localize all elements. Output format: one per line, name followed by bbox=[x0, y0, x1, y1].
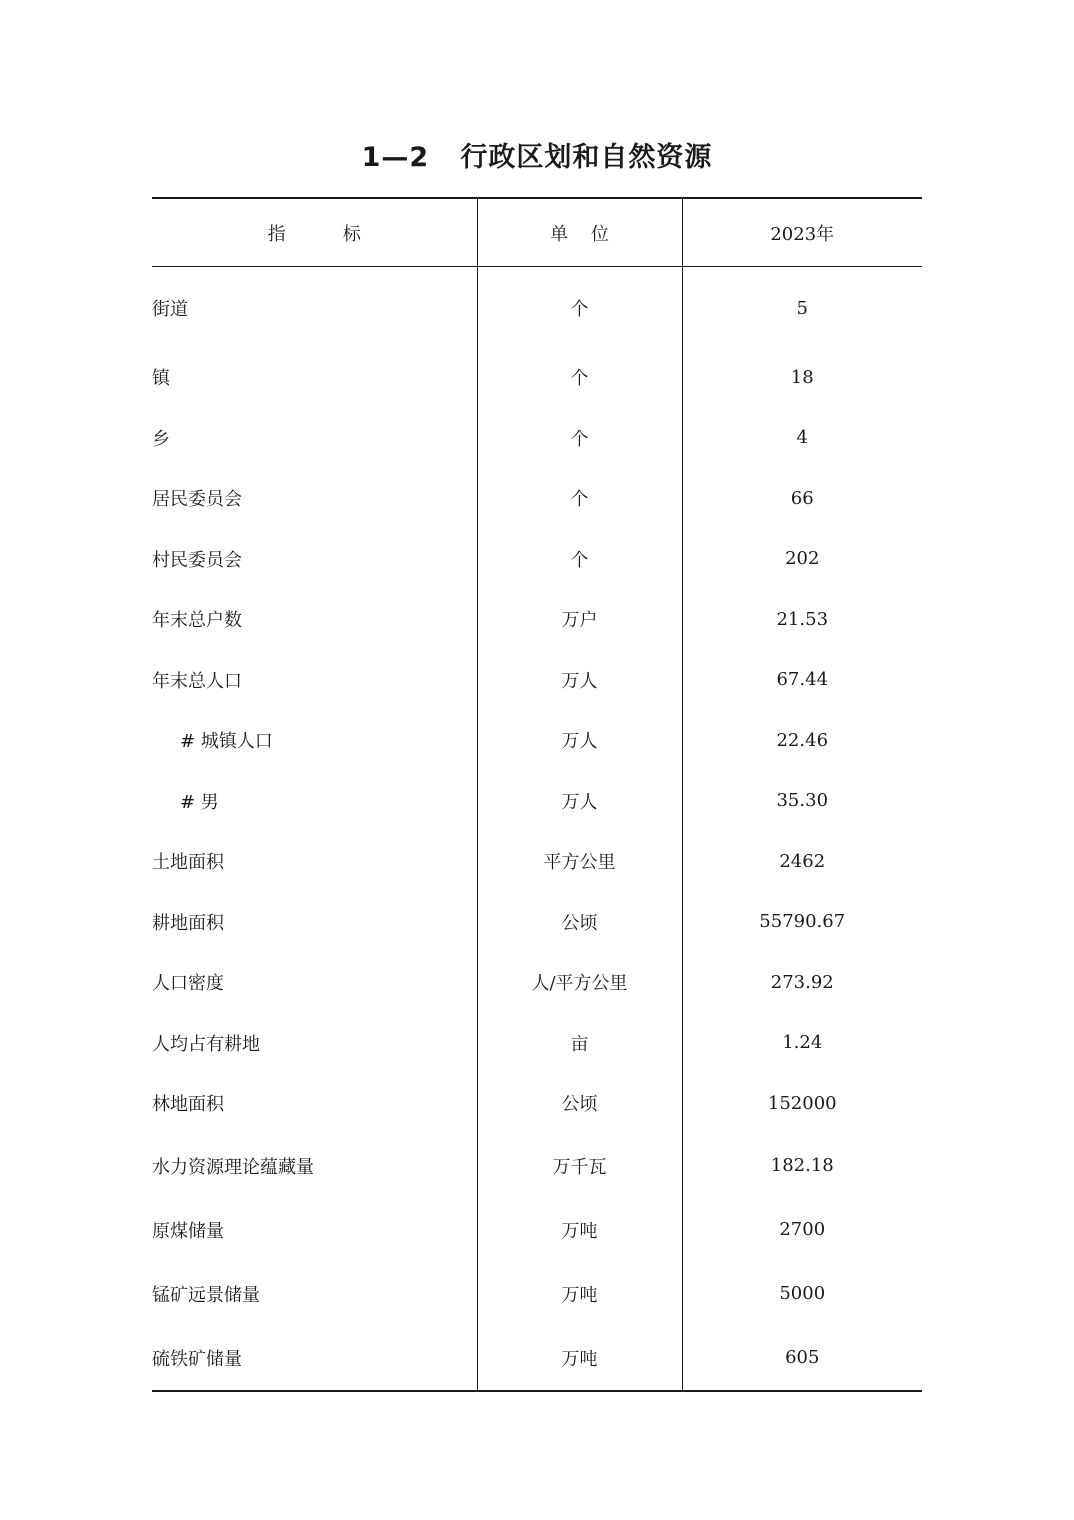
table-row bbox=[152, 892, 922, 953]
row-value: 55790.67 bbox=[682, 892, 922, 953]
row-unit: 万户 bbox=[477, 589, 682, 650]
row-indicator: 镇 bbox=[152, 368, 170, 390]
row-unit: 亩 bbox=[477, 1013, 682, 1074]
row-indicator: 居民委员会 bbox=[152, 489, 242, 511]
row-unit: 个 bbox=[477, 468, 682, 529]
table-row bbox=[152, 1013, 922, 1074]
row-value: 2700 bbox=[682, 1198, 922, 1262]
row-indicator: 水力资源理论蕴藏量 bbox=[152, 1156, 314, 1178]
table-row bbox=[152, 1262, 922, 1326]
row-value: 5 bbox=[682, 267, 922, 348]
row-indicator: 硫铁矿储量 bbox=[152, 1348, 242, 1370]
table-row bbox=[152, 468, 922, 529]
row-value: 35.30 bbox=[682, 771, 922, 832]
row-value: 152000 bbox=[682, 1073, 922, 1134]
table-row bbox=[152, 347, 922, 408]
row-indicator: # 城镇人口 bbox=[180, 731, 273, 753]
row-indicator: 街道 bbox=[152, 299, 188, 320]
row-value: 18 bbox=[682, 347, 922, 408]
row-unit: 万吨 bbox=[477, 1198, 682, 1262]
table-row bbox=[152, 589, 922, 650]
header-unit: 单 位 bbox=[477, 198, 682, 267]
row-value: 2462 bbox=[682, 831, 922, 892]
table-row bbox=[152, 831, 922, 892]
row-value: 1.24 bbox=[682, 1013, 922, 1074]
header-row bbox=[152, 198, 922, 267]
row-indicator: 人均占有耕地 bbox=[152, 1033, 260, 1055]
row-value: 605 bbox=[682, 1326, 922, 1391]
row-indicator: 人口密度 bbox=[152, 973, 224, 995]
table-row bbox=[152, 1134, 922, 1198]
table-row bbox=[152, 267, 922, 348]
row-value: 21.53 bbox=[682, 589, 922, 650]
header-year: 2023年 bbox=[682, 198, 922, 267]
row-indicator: # 男 bbox=[180, 791, 219, 813]
row-value: 66 bbox=[682, 468, 922, 529]
row-unit: 万吨 bbox=[477, 1326, 682, 1391]
table-row bbox=[152, 1073, 922, 1134]
page-title: 1—2 行政区划和自然资源 bbox=[361, 142, 713, 173]
statistics-table bbox=[152, 197, 922, 1392]
row-indicator: 村民委员会 bbox=[152, 549, 242, 571]
table-row bbox=[152, 650, 922, 711]
row-value: 182.18 bbox=[682, 1134, 922, 1198]
row-indicator: 耕地面积 bbox=[152, 912, 224, 934]
row-unit: 个 bbox=[477, 347, 682, 408]
row-unit: 万人 bbox=[477, 710, 682, 771]
header-indicator: 指 标 bbox=[152, 198, 477, 267]
row-indicator: 原煤储量 bbox=[152, 1220, 224, 1242]
row-indicator: 年末总人口 bbox=[152, 670, 242, 692]
row-unit: 平方公里 bbox=[477, 831, 682, 892]
row-unit: 万吨 bbox=[477, 1262, 682, 1326]
row-value: 5000 bbox=[682, 1262, 922, 1326]
row-value: 4 bbox=[682, 408, 922, 469]
row-unit: 公顷 bbox=[477, 892, 682, 953]
row-unit: 公顷 bbox=[477, 1073, 682, 1134]
row-unit: 个 bbox=[477, 267, 682, 348]
table-row bbox=[152, 1326, 922, 1391]
table-header bbox=[152, 198, 922, 267]
row-value: 67.44 bbox=[682, 650, 922, 711]
table-body bbox=[152, 267, 922, 1391]
row-indicator: 土地面积 bbox=[152, 852, 224, 874]
row-unit: 万千瓦 bbox=[477, 1134, 682, 1198]
row-indicator: 乡 bbox=[152, 428, 170, 450]
row-unit: 万人 bbox=[477, 650, 682, 711]
row-value: 202 bbox=[682, 529, 922, 590]
table-row bbox=[152, 1198, 922, 1262]
row-indicator: 年末总户数 bbox=[152, 610, 242, 632]
row-indicator: 林地面积 bbox=[152, 1094, 224, 1116]
row-unit: 个 bbox=[477, 408, 682, 469]
row-unit: 人/平方公里 bbox=[477, 952, 682, 1013]
row-value: 22.46 bbox=[682, 710, 922, 771]
table-row bbox=[152, 952, 922, 1013]
row-unit: 个 bbox=[477, 529, 682, 590]
row-unit: 万人 bbox=[477, 771, 682, 832]
row-value: 273.92 bbox=[682, 952, 922, 1013]
table-row bbox=[152, 771, 922, 832]
row-indicator: 锰矿远景储量 bbox=[152, 1284, 260, 1306]
table-row bbox=[152, 710, 922, 771]
table-row bbox=[152, 529, 922, 590]
table-row bbox=[152, 408, 922, 469]
